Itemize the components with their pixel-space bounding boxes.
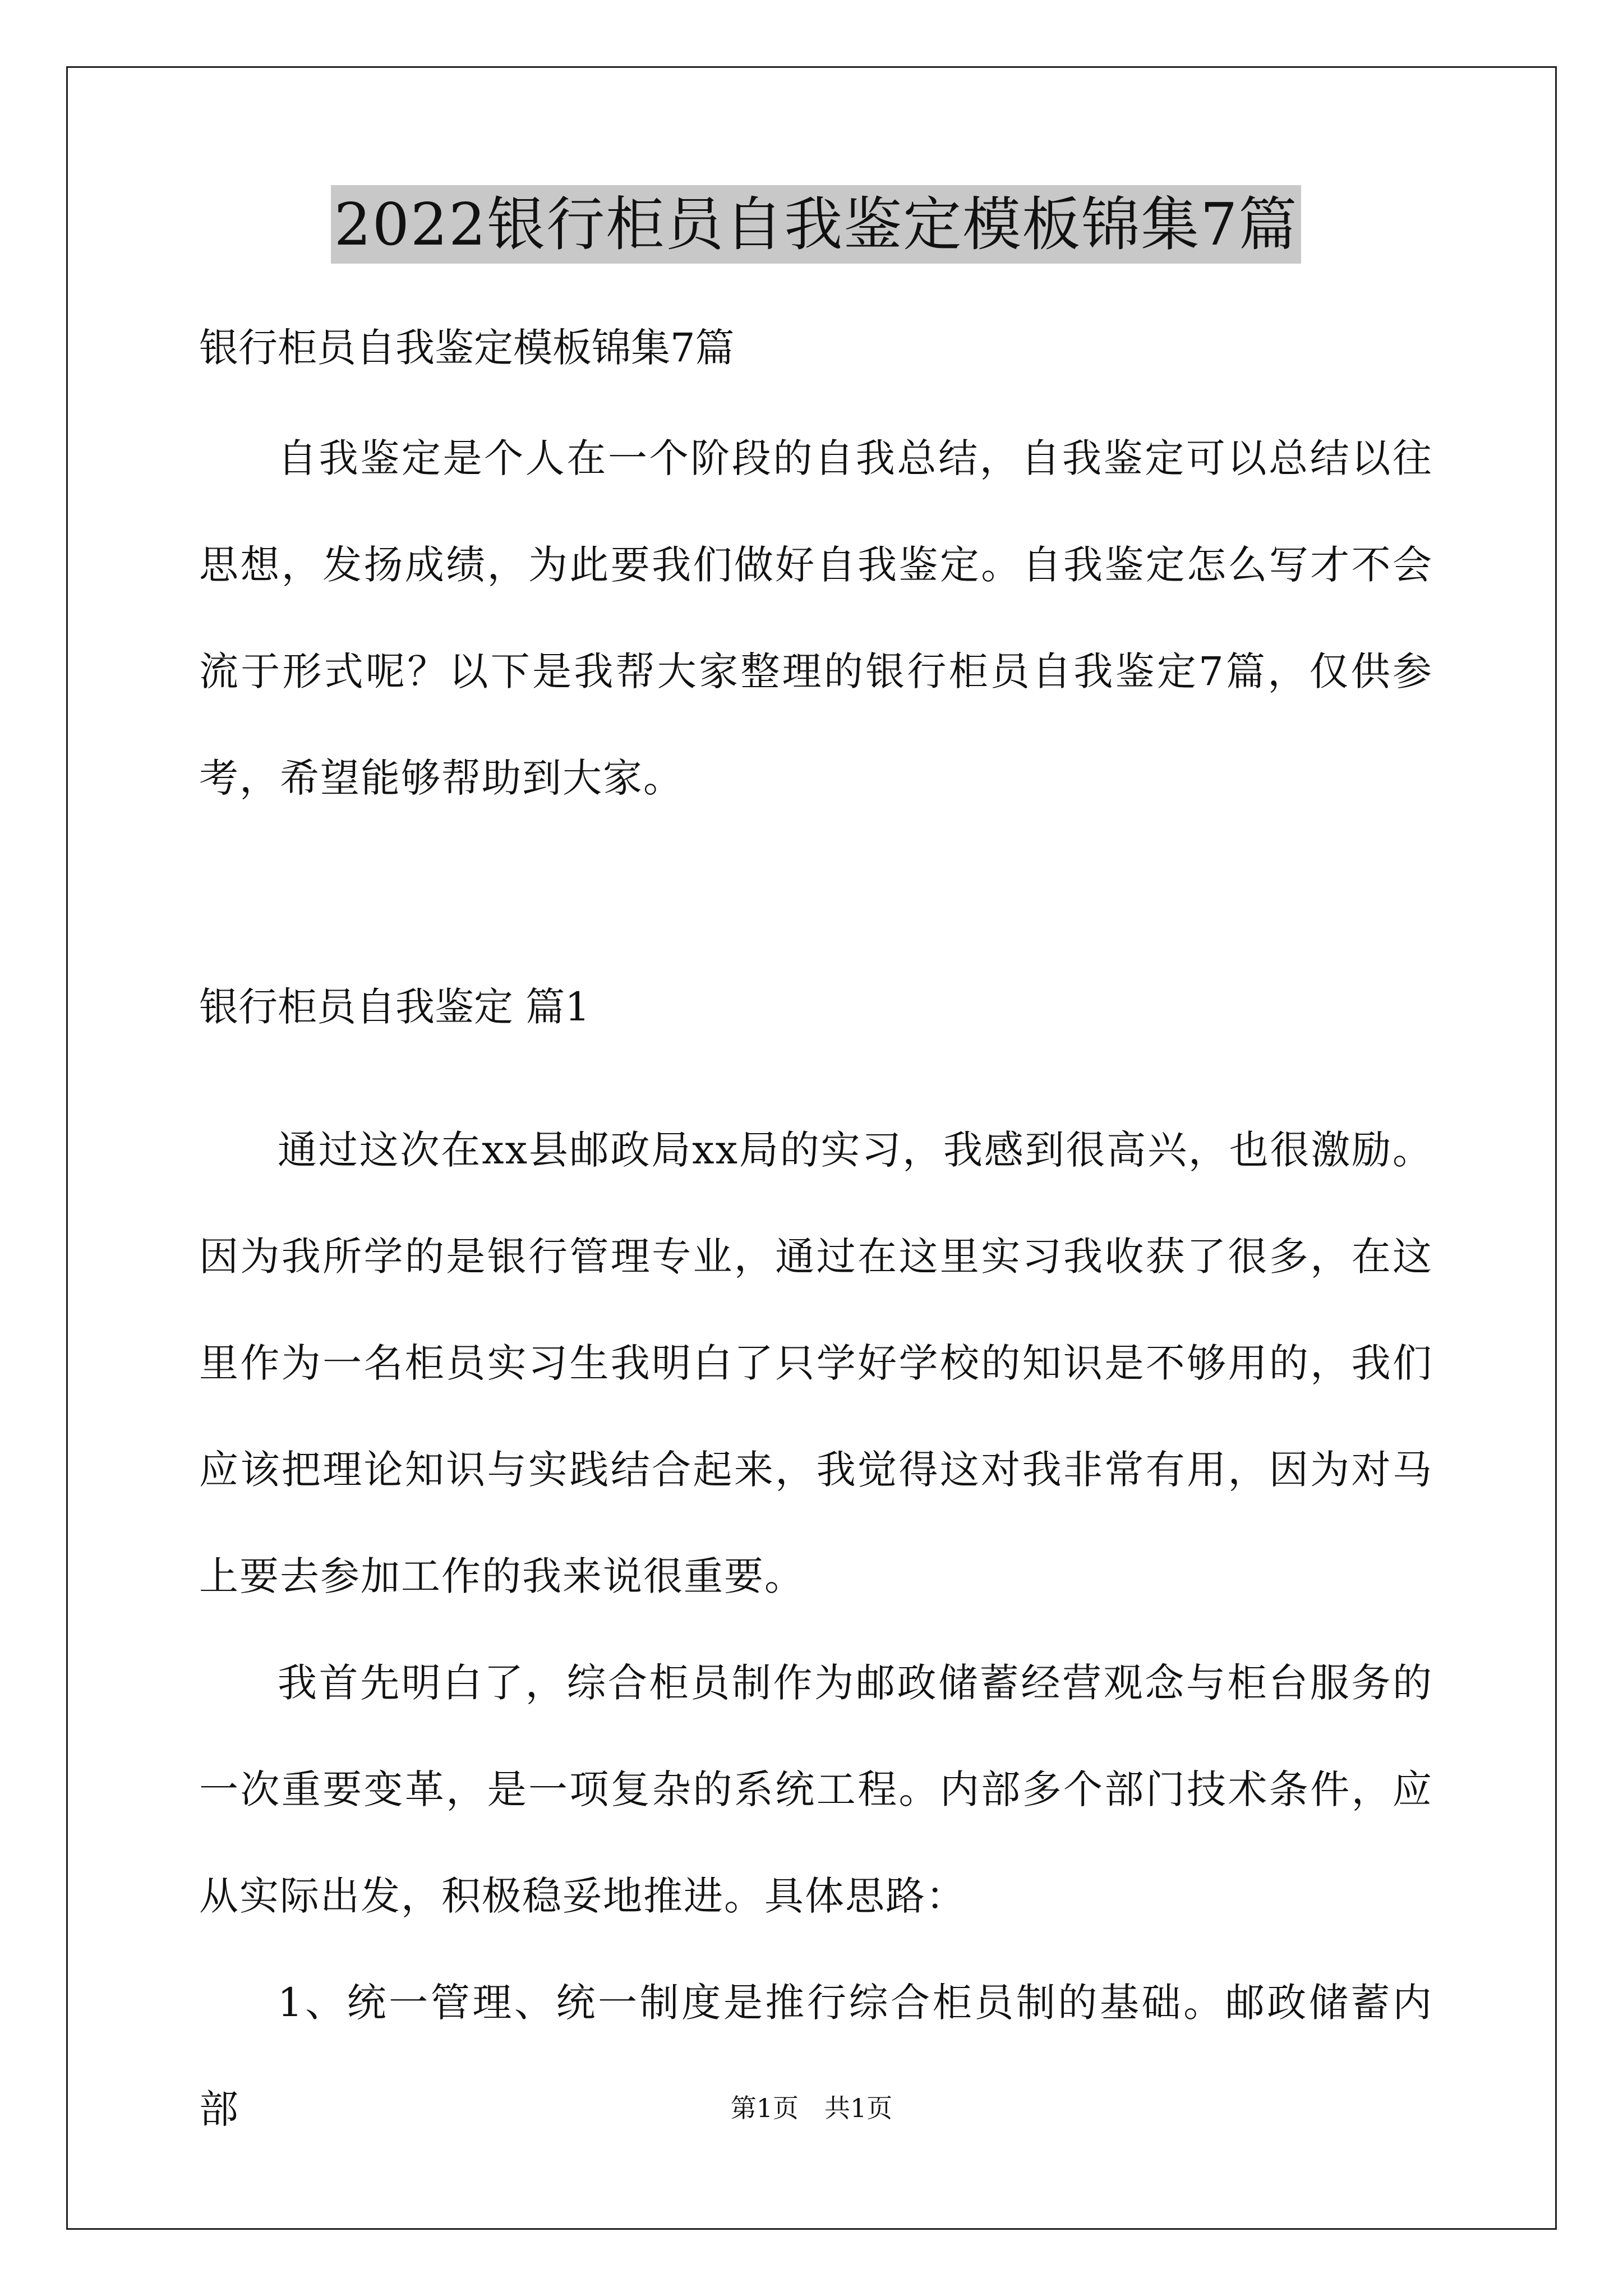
- document-subtitle: 银行柜员自我鉴定模板锦集7篇: [199, 325, 735, 371]
- section-paragraph-1: 通过这次在xx县邮政局xx局的实习，我感到很高兴，也很激励。因为我所学的是银行管理专业，通过在这里实习我收获了很多，在这里作为一名柜员实习生我明白了只学好学校的知识是不够用的，我们应该把理论知识与实践结合起来，我觉得这对我非常有用，因为对马上要去参加工作的我来说很重要。: [199, 1127, 1433, 1599]
- section-paragraph-2: 我首先明白了，综合柜员制作为邮政储蓄经营观念与柜台服务的一次重要变革，是一项复杂的系统工程。内部多个部门技术条件，应从实际出发，积极稳妥地推进。具体思路：: [199, 1660, 1433, 1919]
- section-paragraph-3: 1、统一管理、统一制度是推行综合柜员制的基础。邮政储蓄内部: [199, 1980, 1433, 2132]
- title-container: [199, 185, 1433, 264]
- intro-paragraph: 自我鉴定是个人在一个阶段的自我总结，自我鉴定可以总结以往思想，发扬成绩，为此要我们做好自我鉴定。自我鉴定怎么写才不会流于形式呢？以下是我帮大家整理的银行柜员自我鉴定7篇，仅供参考，希望能够帮助到大家。: [199, 435, 1433, 801]
- page-footer: 第1页 共1页: [730, 2093, 893, 2123]
- section-heading: 银行柜员自我鉴定 篇1: [199, 984, 590, 1030]
- document-title: 2022银行柜员自我鉴定模板锦集7篇: [331, 185, 1302, 264]
